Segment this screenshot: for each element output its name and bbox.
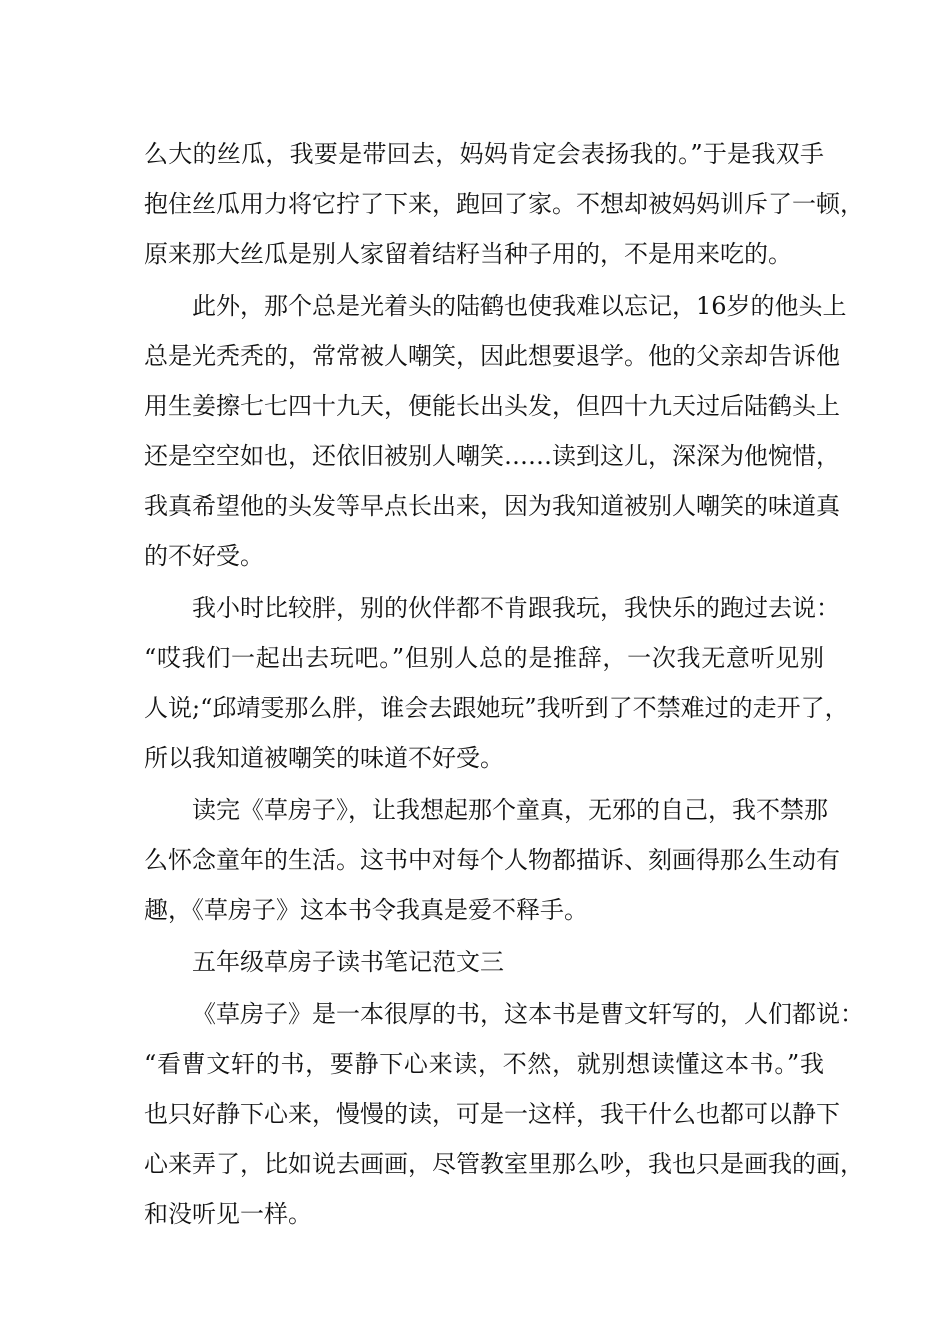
text-line: 趣，《草房子》这本书令我真是爱不释手。 bbox=[144, 896, 588, 924]
text-line: “看曹文轩的书，要静下心来读，不然，就别想读懂这本书。”我 bbox=[144, 1050, 824, 1078]
text-line: 我真希望他的头发等早点长出来，因为我知道被别人嘲笑的味道真 bbox=[144, 492, 840, 520]
text-line: 用生姜擦七七四十九天，便能长出头发，但四十九天过后陆鹤头上 bbox=[144, 392, 840, 420]
text-line: 么大的丝瓜，我要是带回去，妈妈肯定会表扬我的。”于是我双手 bbox=[144, 140, 824, 168]
text-line: 所以我知道被嘲笑的味道不好受。 bbox=[144, 744, 504, 772]
text-line: 抱住丝瓜用力将它拧了下来，跑回了家。不想却被妈妈训斥了一顿， bbox=[144, 190, 864, 218]
text-line: 也只好静下心来，慢慢的读，可是一这样，我干什么也都可以静下 bbox=[144, 1100, 840, 1128]
text-line: 和没听见一样。 bbox=[144, 1200, 312, 1228]
text-line: 么怀念童年的生活。这书中对每个人物都描诉、刻画得那么生动有 bbox=[144, 846, 840, 874]
text-line: 此外，那个总是光着头的陆鹤也使我难以忘记，16岁的他头上 bbox=[192, 292, 847, 320]
text-line: 总是光秃秃的，常常被人嘲笑，因此想要退学。他的父亲却告诉他 bbox=[144, 342, 840, 370]
text-line: 读完《草房子》，让我想起那个童真，无邪的自己，我不禁那 bbox=[192, 796, 828, 824]
text-line: “哎我们一起出去玩吧。”但别人总的是推辞，一次我无意听见别 bbox=[144, 644, 824, 672]
text-line: 心来弄了，比如说去画画，尽管教室里那么吵，我也只是画我的画， bbox=[144, 1150, 864, 1178]
text-line: 还是空空如也，还依旧被别人嘲笑……读到这儿，深深为他惋惜， bbox=[144, 442, 840, 470]
text-line: 人说;“邱靖雯那么胖，谁会去跟她玩”我听到了不禁难过的走开了， bbox=[144, 694, 849, 722]
section-heading: 五年级草房子读书笔记范文三 bbox=[192, 948, 504, 976]
text-line: 的不好受。 bbox=[144, 542, 264, 570]
text-line: 原来那大丝瓜是别人家留着结籽当种子用的，不是用来吃的。 bbox=[144, 240, 792, 268]
text-line: 《草房子》是一本很厚的书，这本书是曹文轩写的，人们都说： bbox=[192, 1000, 864, 1028]
text-line: 我小时比较胖，别的伙伴都不肯跟我玩，我快乐的跑过去说： bbox=[192, 594, 840, 622]
